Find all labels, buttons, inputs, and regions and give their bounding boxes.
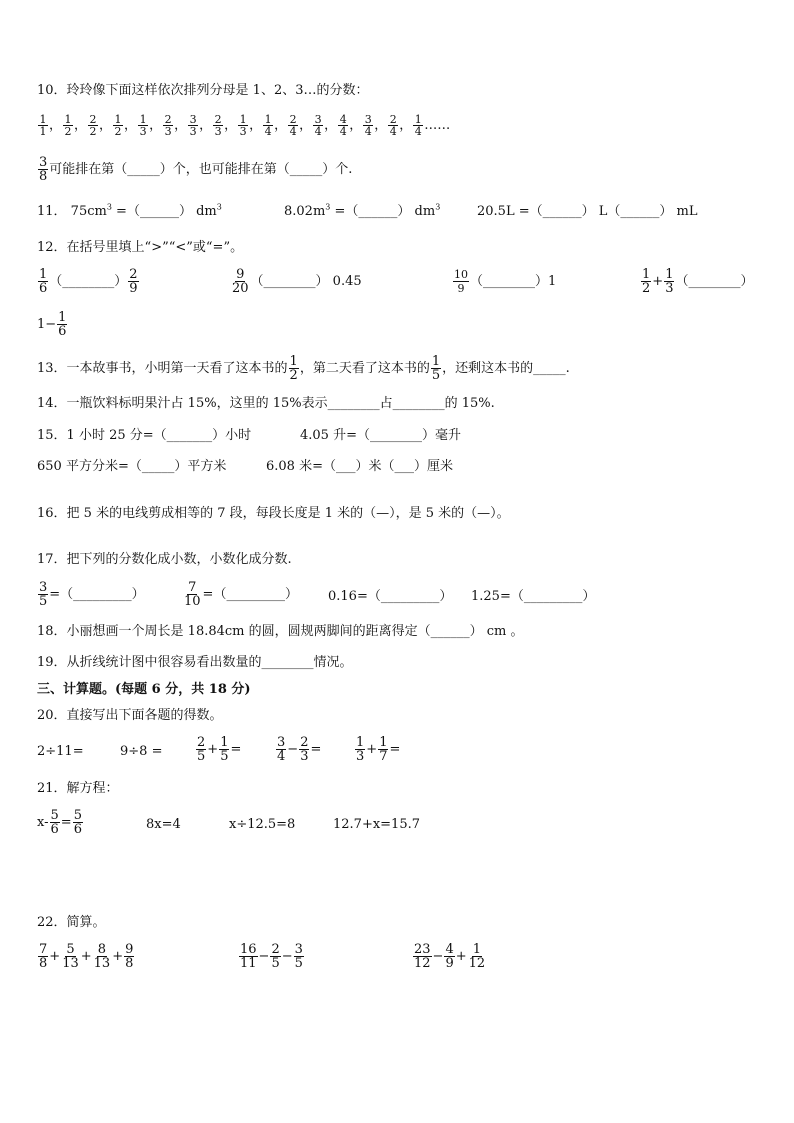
- fraction: $\frac{2}{4}$: [389, 113, 397, 138]
- fraction: $\frac{16}{11}$: [240, 942, 257, 971]
- operator: +: [80, 949, 92, 964]
- q17-item-1: $\frac{3}{5}$ =（_________）: [39, 580, 145, 609]
- operator: −: [281, 949, 293, 964]
- fraction: $\frac{3}{4}$: [364, 113, 372, 138]
- q11-b: $8.02m^3$ =（______） $dm^3$: [284, 202, 441, 219]
- fraction: $\frac{2}{3}$: [164, 113, 172, 138]
- fraction: $\frac{9}{20}$: [232, 267, 249, 296]
- separator: ，: [299, 118, 313, 133]
- q17-item-2: $\frac{7}{10}$ =（_________）: [184, 580, 298, 609]
- q20-title: 20．直接写出下面各题的得数。: [37, 708, 223, 723]
- fraction: $\frac{1}{3}$: [139, 113, 147, 138]
- q15-c: 650 平方分米=（_____）平方米: [37, 459, 227, 474]
- fraction: $\frac{1}{5}$: [431, 354, 441, 383]
- fraction: $\frac{1}{4}$: [414, 113, 422, 138]
- fraction: $\frac{1}{4}$: [264, 113, 272, 138]
- q15-d: 6.08 米=（___）米（___）厘米: [266, 459, 453, 474]
- q12-item-3: $\frac{10}{9}$ （________）1: [454, 268, 557, 295]
- q21-eq-1: x- $\frac{5}{6}$ = $\frac{5}{6}$: [37, 808, 82, 837]
- fraction: $\frac{1}{7}$: [379, 735, 388, 764]
- fraction: $\frac{5}{6}$: [73, 808, 82, 837]
- q11-c: 20.5L =（______） L（______） mL: [477, 204, 698, 219]
- q20-expr-1: 2÷11=: [37, 744, 84, 759]
- q22-expr-c: [412, 943, 487, 970]
- q21-title: 21．解方程：: [37, 781, 119, 796]
- separator: ，: [224, 118, 238, 133]
- fraction: $\frac{2}{9}$: [129, 267, 138, 296]
- fraction: $\frac{10}{9}$: [454, 268, 468, 295]
- fraction: $\frac{1}{3}$: [239, 113, 247, 138]
- q12-title: 12．在括号里填上“>”“<”或“=”。: [37, 240, 244, 255]
- separator: ，: [99, 118, 113, 133]
- fraction: $\frac{4}{4}$: [339, 113, 347, 138]
- fraction: $\frac{3}{8}$: [39, 155, 48, 184]
- separator: ，: [124, 118, 138, 133]
- separator: ，: [324, 118, 338, 133]
- fraction: $\frac{5}{6}$: [50, 808, 59, 837]
- ellipsis: ……: [424, 118, 451, 133]
- fraction: $\frac{2}{2}$: [89, 113, 97, 138]
- separator: ，: [249, 118, 263, 133]
- fraction: $\frac{1}{3}$: [356, 735, 365, 764]
- q17-item-4: 1.25=（_________）: [471, 589, 596, 604]
- operator: −: [258, 949, 270, 964]
- fraction: $\frac{7}{10}$: [184, 580, 201, 609]
- q12-item-5: 1− $\frac{1}{6}$: [37, 310, 67, 339]
- separator: ，: [174, 118, 188, 133]
- separator: ，: [199, 118, 213, 133]
- separator: ，: [399, 118, 413, 133]
- operator: −: [432, 949, 444, 964]
- separator: ，: [349, 118, 363, 133]
- q12-item-4: $\frac{1}{2}$ + $\frac{1}{3}$ （________）: [642, 267, 754, 296]
- q17-title: 17．把下列的分数化成小数，小数化成分数.: [37, 552, 292, 567]
- q12-item-2: $\frac{9}{20}$ （________） 0.45: [232, 267, 362, 296]
- q10-fraction-sequence: [37, 114, 450, 137]
- fraction: $\frac{2}{5}$: [271, 942, 280, 971]
- q15-b: 4.05 升=（________）毫升: [300, 428, 461, 443]
- separator: ，: [149, 118, 163, 133]
- q11-line: 11． $75cm^3$ =（______） $dm^3$: [37, 202, 222, 219]
- fraction: $\frac{23}{12}$: [414, 942, 431, 971]
- fraction: $\frac{3}{3}$: [189, 113, 197, 138]
- fraction: $\frac{3}{4}$: [277, 735, 286, 764]
- q22-title: 22．简算。: [37, 915, 106, 930]
- fraction: $\frac{3}{5}$: [294, 942, 303, 971]
- fraction: $\frac{1}{12}$: [468, 942, 486, 971]
- fraction: $\frac{2}{3}$: [214, 113, 222, 138]
- fraction: $\frac{1}{2}$: [114, 113, 122, 138]
- q14-line: 14．一瓶饮料标明果汁占 15%，这里的 15%表示________占________的 15%.: [37, 396, 495, 411]
- fraction: $\frac{3}{5}$: [39, 580, 48, 609]
- q22-expr-b: [238, 943, 305, 970]
- q20-expr-4: $\frac{3}{4}$ − $\frac{2}{3}$ =: [277, 735, 322, 764]
- fraction: $\frac{2}{4}$: [289, 113, 297, 138]
- q22-expr-a: [37, 943, 135, 970]
- q15-a: 15．1 小时 25 分=（_______）小时: [37, 428, 252, 443]
- section-heading: 三、计算题。(每题 6 分，共 18 分): [37, 682, 251, 697]
- fraction: $\frac{2}{5}$: [197, 735, 206, 764]
- fraction: $\frac{5}{13}$: [62, 942, 79, 971]
- fraction: $\frac{1}{2}$: [64, 113, 72, 138]
- fraction: $\frac{1}{2}$: [289, 354, 298, 383]
- q21-eq-3: x÷12.5=8: [229, 817, 296, 832]
- fraction: $\frac{2}{3}$: [300, 735, 309, 764]
- fraction: $\frac{1}{5}$: [220, 735, 229, 764]
- q12-item-1: $\frac{1}{6}$ （________） $\frac{2}{9}$: [39, 267, 138, 296]
- fraction: $\frac{9}{8}$: [125, 942, 134, 971]
- q20-expr-3: $\frac{2}{5}$ + $\frac{1}{5}$ =: [197, 735, 242, 764]
- q16-line: 16．把 5 米的电线剪成相等的 7 段，每段长度是 1 米的（—），是 5 米的（—）。: [37, 506, 510, 521]
- fraction: $\frac{4}{9}$: [445, 942, 454, 971]
- q18-line: 18．小丽想画一个周长是 18.84cm 的圆，圆规两脚间的距离得定（______） cm 。: [37, 624, 524, 639]
- fraction: $\frac{1}{3}$: [665, 267, 674, 296]
- fraction: $\frac{1}{2}$: [642, 267, 651, 296]
- q20-expr-2: 9÷8 =: [120, 744, 163, 759]
- fraction: $\frac{7}{8}$: [39, 942, 48, 971]
- q21-eq-2: 8x=4: [146, 817, 181, 832]
- fraction: $\frac{8}{13}$: [93, 942, 111, 971]
- separator: ，: [49, 118, 63, 133]
- q19-line: 19．从折线统计图中很容易看出数量的________情况。: [37, 655, 353, 670]
- q20-expr-5: $\frac{1}{3}$ + $\frac{1}{7}$ =: [356, 735, 401, 764]
- separator: ，: [374, 118, 388, 133]
- q21-eq-4: 12.7+x=15.7: [333, 817, 421, 832]
- q17-item-3: 0.16=（_________）: [328, 589, 453, 604]
- separator: ，: [74, 118, 88, 133]
- fraction: $\frac{3}{4}$: [314, 113, 322, 138]
- separator: ，: [274, 118, 288, 133]
- q13-line: 13．一本故事书，小明第一天看了这本书的 $\frac{1}{2}$ ，第二天看了这本书的 $\frac{1}{5}$ ，还剩这本书的_____.: [37, 354, 570, 383]
- fraction: $\frac{1}{1}$: [39, 113, 47, 138]
- operator: +: [455, 949, 467, 964]
- fraction: $\frac{1}{6}$: [58, 310, 67, 339]
- q10-tail: $\frac{3}{8}$ 可能排在第（_____）个，也可能排在第（_____）个.: [39, 155, 353, 184]
- q10-title: 10．玲玲像下面这样依次排列分母是 1、2、3…的分数：: [37, 83, 369, 98]
- operator: +: [49, 949, 61, 964]
- fraction: $\frac{1}{6}$: [39, 267, 48, 296]
- operator: +: [112, 949, 124, 964]
